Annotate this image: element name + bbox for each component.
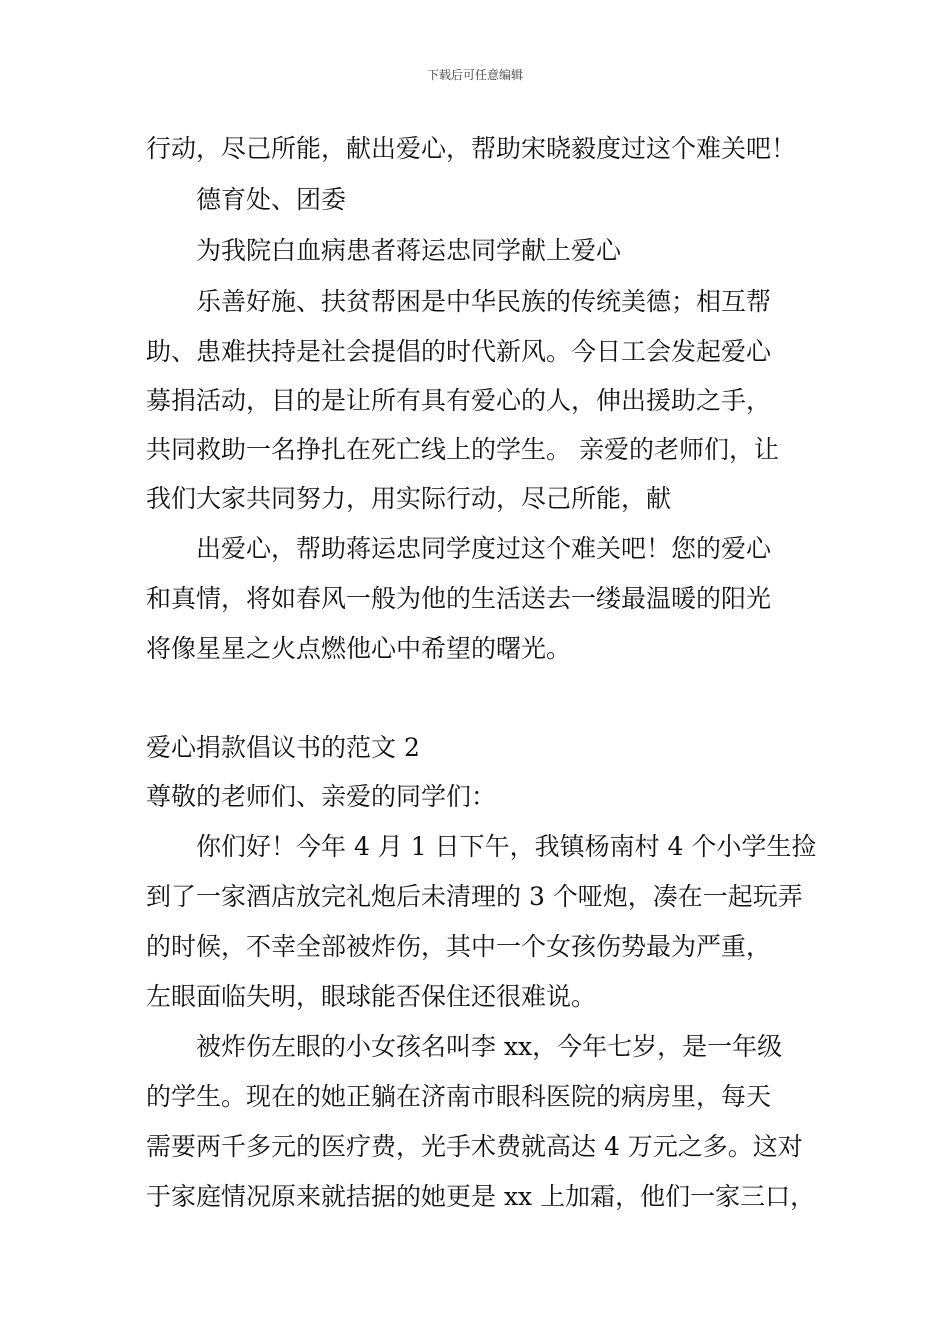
paragraph-line: 乐善好施、扶贫帮困是中华民族的传统美德；相互帮 [196,287,772,316]
paragraph-line: 的时候，不幸全部被炸伤，其中一个女孩伤势最为严重， [146,932,772,961]
paragraph-line: 助、患难扶持是社会提倡的时代新风。今日工会发起爱心 [146,337,772,366]
paragraph-line: 的学生。现在的她正躺在济南市眼科医院的病房里，每天 [146,1082,772,1111]
paragraph-line: 将像星星之火点燃他心中希望的曙光。 [146,634,572,663]
signature-line: 德育处、团委 [196,185,347,214]
paragraph-line: 募捐活动，目的是让所有具有爱心的人，伸出援助之手， [146,386,772,415]
paragraph-line: 左眼面临失明，眼球能否保住还很难说。 [146,982,597,1011]
paragraph-line: 需要两千多元的医疗费，光手术费就高达 4 万元之多。这对 [146,1132,803,1161]
paragraph-line: 和真情，将如春风一般为他的生活送去一缕最温暖的阳光 [146,584,772,613]
paragraph-line: 共同救助一名挣扎在死亡线上的学生。 亲爱的老师们，让 [146,435,779,464]
paragraph-line: 行动，尽己所能，献出爱心，帮助宋晓毅度过这个难关吧！ [146,134,797,163]
paragraph-line: 到了一家酒店放完礼炮后未清理的 3 个哑炮，凑在一起玩弄 [146,882,803,911]
section-title: 为我院白血病患者蒋运忠同学献上爱心 [196,236,622,265]
paragraph-line: 于家庭情况原来就拮据的她更是 xx 上加霜，他们一家三口， [146,1182,816,1211]
paragraph-line: 被炸伤左眼的小女孩名叫李 xx，今年七岁，是一年级 [196,1032,783,1061]
paragraph-line: 我们大家共同努力，用实际行动，尽己所能，献 [146,484,672,513]
paragraph-line: 你们好！今年 4 月 1 日下午，我镇杨南村 4 个小学生捡 [196,832,817,861]
salutation: 尊敬的老师们、亲爱的同学们： [146,782,497,811]
document-heading: 爱心捐款倡议书的范文 2 [146,733,420,762]
paragraph-line: 出爱心，帮助蒋运忠同学度过这个难关吧！您的爱心 [196,534,772,563]
page-header: 下载后可任意编辑 [426,68,523,82]
